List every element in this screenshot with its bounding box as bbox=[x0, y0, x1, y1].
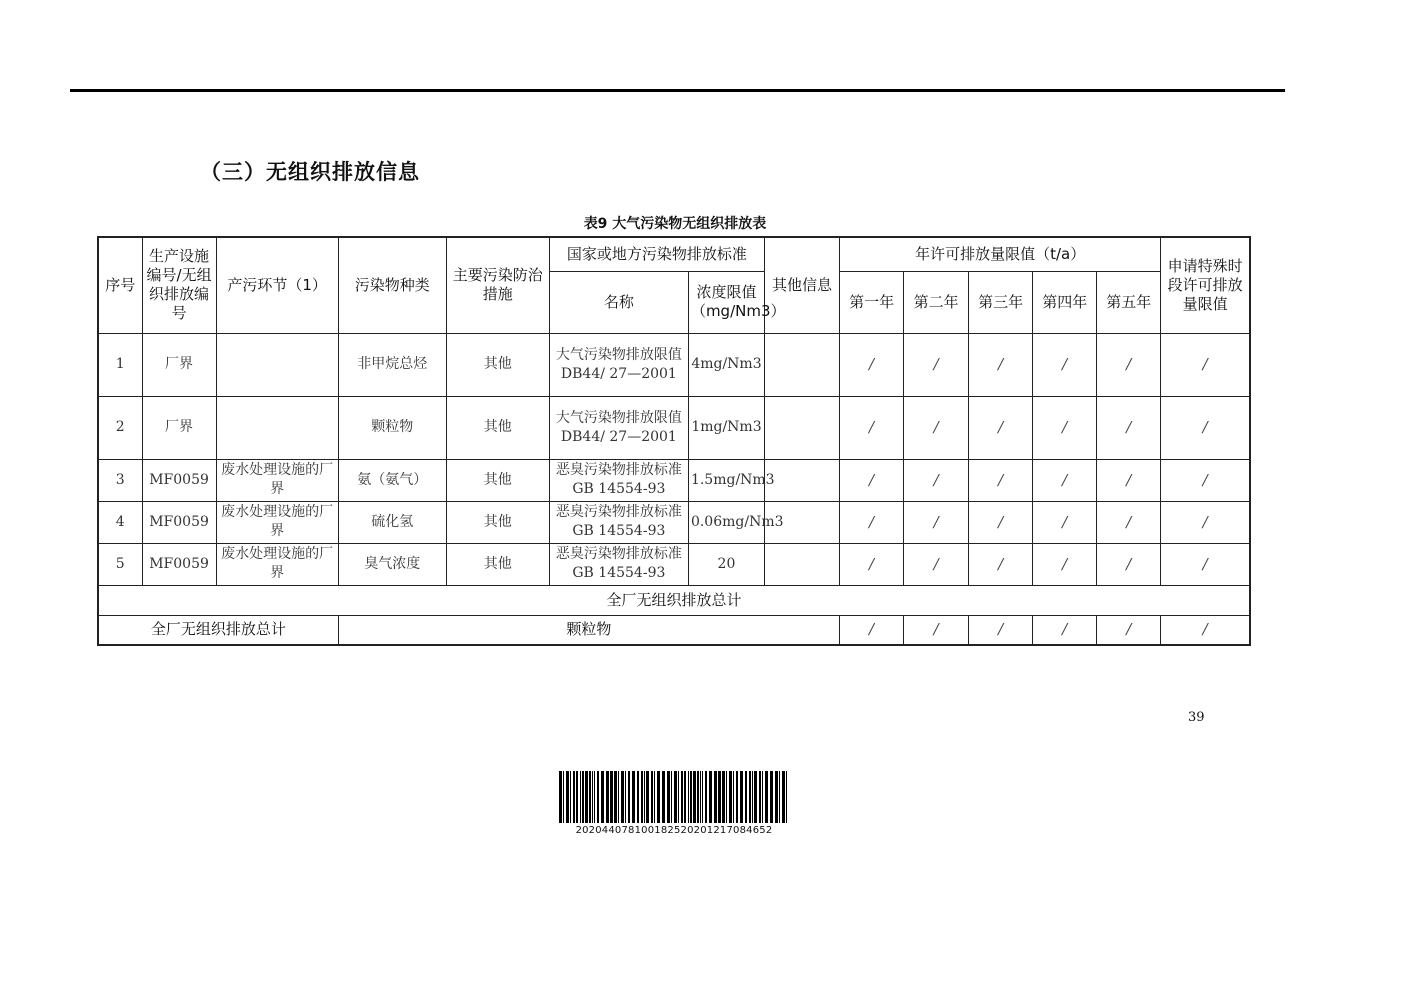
barcode-bar bbox=[674, 771, 677, 823]
cell-seq: 5 bbox=[98, 543, 142, 585]
barcode-bar bbox=[610, 771, 613, 823]
cell-process bbox=[216, 396, 338, 459]
barcode-bar bbox=[722, 771, 725, 823]
barcode-bar bbox=[705, 771, 707, 823]
barcode-bar bbox=[646, 771, 649, 823]
cell-year3: / bbox=[969, 501, 1033, 543]
barcode-bar bbox=[733, 771, 734, 823]
barcode-bar bbox=[700, 771, 701, 823]
header-special: 申请特殊时段许可排放量限值 bbox=[1161, 237, 1250, 333]
barcode-bar bbox=[644, 771, 645, 823]
cell-measures: 其他 bbox=[446, 459, 549, 501]
barcode-bar bbox=[782, 771, 785, 823]
cell-year5: / bbox=[1097, 333, 1161, 396]
cell-measures: 其他 bbox=[446, 501, 549, 543]
barcode-bar bbox=[765, 771, 768, 823]
cell-other bbox=[765, 459, 840, 501]
barcode-bar bbox=[736, 771, 738, 823]
total-cell-special: / bbox=[1161, 615, 1250, 645]
cell-seq: 3 bbox=[98, 459, 142, 501]
barcode-bar bbox=[614, 771, 617, 823]
barcode-bar bbox=[775, 771, 778, 823]
barcode-bar bbox=[718, 771, 721, 823]
cell-year2: / bbox=[904, 543, 969, 585]
barcode-bar bbox=[681, 771, 683, 823]
cell-year2: / bbox=[904, 396, 969, 459]
table-row bbox=[98, 396, 1250, 459]
barcode-graphic bbox=[559, 771, 789, 823]
header-other: 其他信息 bbox=[765, 237, 840, 333]
page-number: 39 bbox=[1188, 710, 1205, 725]
cell-year2: / bbox=[904, 333, 969, 396]
cell-year3: / bbox=[969, 396, 1033, 459]
cell-year5: / bbox=[1097, 543, 1161, 585]
table-row bbox=[98, 501, 1250, 543]
header-annual-group: 年许可排放量限值（t/a） bbox=[840, 237, 1161, 271]
barcode-bar bbox=[786, 771, 787, 823]
barcode-bar bbox=[580, 771, 581, 823]
cell-year1: / bbox=[840, 333, 904, 396]
barcode-bar bbox=[688, 771, 689, 823]
cell-year4: / bbox=[1033, 543, 1097, 585]
cell-pollutant: 臭气浓度 bbox=[338, 543, 446, 585]
barcode-bar bbox=[625, 771, 626, 823]
cell-year1: / bbox=[840, 543, 904, 585]
barcode-bar bbox=[759, 771, 761, 823]
cell-pollutant: 氨（氨气） bbox=[338, 459, 446, 501]
cell-facility: 厂界 bbox=[142, 396, 216, 459]
cell-measures: 其他 bbox=[446, 333, 549, 396]
barcode-bar bbox=[618, 771, 619, 823]
barcode-bar bbox=[770, 771, 773, 823]
top-rule bbox=[70, 89, 1285, 92]
total-cell-year5: / bbox=[1097, 615, 1161, 645]
table-row bbox=[98, 333, 1250, 396]
cell-pollutant: 非甲烷总烃 bbox=[338, 333, 446, 396]
barcode-bar bbox=[573, 771, 575, 823]
cell-process: 废水处理设施的厂界 bbox=[216, 459, 338, 501]
cell-year4: / bbox=[1033, 459, 1097, 501]
barcode-bar bbox=[651, 771, 653, 823]
barcode-bar bbox=[709, 771, 712, 823]
barcode-bar bbox=[745, 771, 747, 823]
cell-year2: / bbox=[904, 501, 969, 543]
cell-year2: / bbox=[904, 459, 969, 501]
header-standard-limit: 浓度限值（mg/Nm3） bbox=[688, 271, 764, 333]
barcode-bar bbox=[678, 771, 679, 823]
header-year5: 第五年 bbox=[1097, 271, 1161, 333]
emission-table bbox=[97, 236, 1251, 646]
cell-seq: 2 bbox=[98, 396, 142, 459]
section-title: （三）无组织排放信息 bbox=[200, 160, 420, 184]
header-year4: 第四年 bbox=[1033, 271, 1097, 333]
cell-other bbox=[765, 333, 840, 396]
header-year2: 第二年 bbox=[904, 271, 969, 333]
cell-process: 废水处理设施的厂界 bbox=[216, 543, 338, 585]
cell-measures: 其他 bbox=[446, 396, 549, 459]
barcode-bar bbox=[594, 771, 595, 823]
cell-special: / bbox=[1161, 459, 1250, 501]
total-cell-year1: / bbox=[840, 615, 904, 645]
barcode-number: 20204407810018252020121708465​2 bbox=[575, 825, 773, 836]
cell-year1: / bbox=[840, 459, 904, 501]
cell-year5: / bbox=[1097, 459, 1161, 501]
barcode-bar bbox=[749, 771, 751, 823]
header-measures: 主要污染防治措施 bbox=[446, 237, 549, 333]
barcode-bar bbox=[628, 771, 630, 823]
barcode-bar bbox=[585, 771, 588, 823]
header-year3: 第三年 bbox=[969, 271, 1033, 333]
cell-special: / bbox=[1161, 501, 1250, 543]
cell-std-name: 恶臭污染物排放标准GB 14554-93 bbox=[549, 501, 688, 543]
total-cell-year4: / bbox=[1033, 615, 1097, 645]
cell-other bbox=[765, 396, 840, 459]
cell-pollutant: 颗粒物 bbox=[338, 396, 446, 459]
cell-year3: / bbox=[969, 459, 1033, 501]
cell-std-limit: 1mg/Nm3 bbox=[688, 396, 764, 459]
barcode-bar bbox=[601, 771, 604, 823]
barcode-bar bbox=[606, 771, 609, 823]
barcode-bar bbox=[654, 771, 655, 823]
cell-other bbox=[765, 543, 840, 585]
cell-year1: / bbox=[840, 396, 904, 459]
header-pollutant: 污染物种类 bbox=[338, 237, 446, 333]
total-section-title: 全厂无组织排放总计 bbox=[98, 585, 1250, 615]
total-cell-year3: / bbox=[969, 615, 1033, 645]
header-seq: 序号 bbox=[98, 237, 142, 333]
cell-measures: 其他 bbox=[446, 543, 549, 585]
barcode-bar bbox=[637, 771, 639, 823]
barcode-bar bbox=[641, 771, 643, 823]
header-standard-group: 国家或地方污染物排放标准 bbox=[549, 237, 764, 271]
cell-year3: / bbox=[969, 543, 1033, 585]
total-section-row bbox=[98, 585, 1250, 615]
cell-year3: / bbox=[969, 333, 1033, 396]
barcode-bar bbox=[752, 771, 753, 823]
total-row bbox=[98, 615, 1250, 645]
cell-std-limit: 20 bbox=[688, 543, 764, 585]
barcode-bar bbox=[576, 771, 578, 823]
cell-std-name: 大气污染物排放限值DB44/ 27—2001 bbox=[549, 333, 688, 396]
cell-seq: 4 bbox=[98, 501, 142, 543]
table-row bbox=[98, 459, 1250, 501]
cell-std-limit: 0.06mg/Nm3 bbox=[688, 501, 764, 543]
total-row-pollutant: 颗粒物 bbox=[338, 615, 839, 645]
header-standard-name: 名称 bbox=[549, 271, 688, 333]
cell-seq: 1 bbox=[98, 333, 142, 396]
barcode-bar bbox=[702, 771, 703, 823]
cell-year4: / bbox=[1033, 501, 1097, 543]
header-facility: 生产设施编号/无组织排放编号 bbox=[142, 237, 216, 333]
barcode-bar bbox=[684, 771, 686, 823]
cell-special: / bbox=[1161, 543, 1250, 585]
cell-facility: 厂界 bbox=[142, 333, 216, 396]
table-title: 表9 大气污染物无组织排放表 bbox=[583, 216, 767, 232]
total-row-label: 全厂无组织排放总计 bbox=[98, 615, 338, 645]
barcode-bar bbox=[671, 771, 672, 823]
header-process: 产污环节（1） bbox=[216, 237, 338, 333]
barcode-bar bbox=[697, 771, 699, 823]
cell-year1: / bbox=[840, 501, 904, 543]
barcode-bar bbox=[714, 771, 717, 823]
barcode-bar bbox=[559, 771, 562, 823]
barcode-bar bbox=[762, 771, 763, 823]
barcode-bar bbox=[570, 771, 571, 823]
cell-process bbox=[216, 333, 338, 396]
cell-std-name: 恶臭污染物排放标准GB 14554-93 bbox=[549, 459, 688, 501]
cell-year5: / bbox=[1097, 396, 1161, 459]
barcode-bar bbox=[779, 771, 780, 823]
barcode-bar bbox=[662, 771, 665, 823]
cell-std-limit: 4mg/Nm3 bbox=[688, 333, 764, 396]
cell-std-name: 大气污染物排放限值DB44/ 27—2001 bbox=[549, 396, 688, 459]
barcode-bar bbox=[657, 771, 660, 823]
cell-facility: MF0059 bbox=[142, 543, 216, 585]
barcode-bar bbox=[589, 771, 591, 823]
barcode-bar bbox=[667, 771, 670, 823]
cell-pollutant: 硫化氢 bbox=[338, 501, 446, 543]
barcode-bar bbox=[740, 771, 743, 823]
barcode-bar bbox=[726, 771, 727, 823]
barcode-bar bbox=[690, 771, 692, 823]
cell-std-limit: 1.5mg/Nm3 bbox=[688, 459, 764, 501]
cell-special: / bbox=[1161, 396, 1250, 459]
cell-facility: MF0059 bbox=[142, 459, 216, 501]
barcode-bar bbox=[754, 771, 757, 823]
cell-std-name: 恶臭污染物排放标准GB 14554-93 bbox=[549, 543, 688, 585]
barcode-bar bbox=[729, 771, 732, 823]
table-row bbox=[98, 543, 1250, 585]
cell-year4: / bbox=[1033, 333, 1097, 396]
barcode-bar bbox=[621, 771, 624, 823]
cell-facility: MF0059 bbox=[142, 501, 216, 543]
cell-year5: / bbox=[1097, 501, 1161, 543]
cell-year4: / bbox=[1033, 396, 1097, 459]
barcode-bar bbox=[566, 771, 569, 823]
barcode-bar bbox=[597, 771, 599, 823]
header-year1: 第一年 bbox=[840, 271, 904, 333]
total-cell-year2: / bbox=[904, 615, 969, 645]
cell-special: / bbox=[1161, 333, 1250, 396]
barcode-bar bbox=[563, 771, 564, 823]
cell-process: 废水处理设施的厂界 bbox=[216, 501, 338, 543]
barcode-bar bbox=[582, 771, 584, 823]
barcode-bar bbox=[592, 771, 593, 823]
barcode-bar bbox=[632, 771, 635, 823]
barcode-bar bbox=[693, 771, 696, 823]
